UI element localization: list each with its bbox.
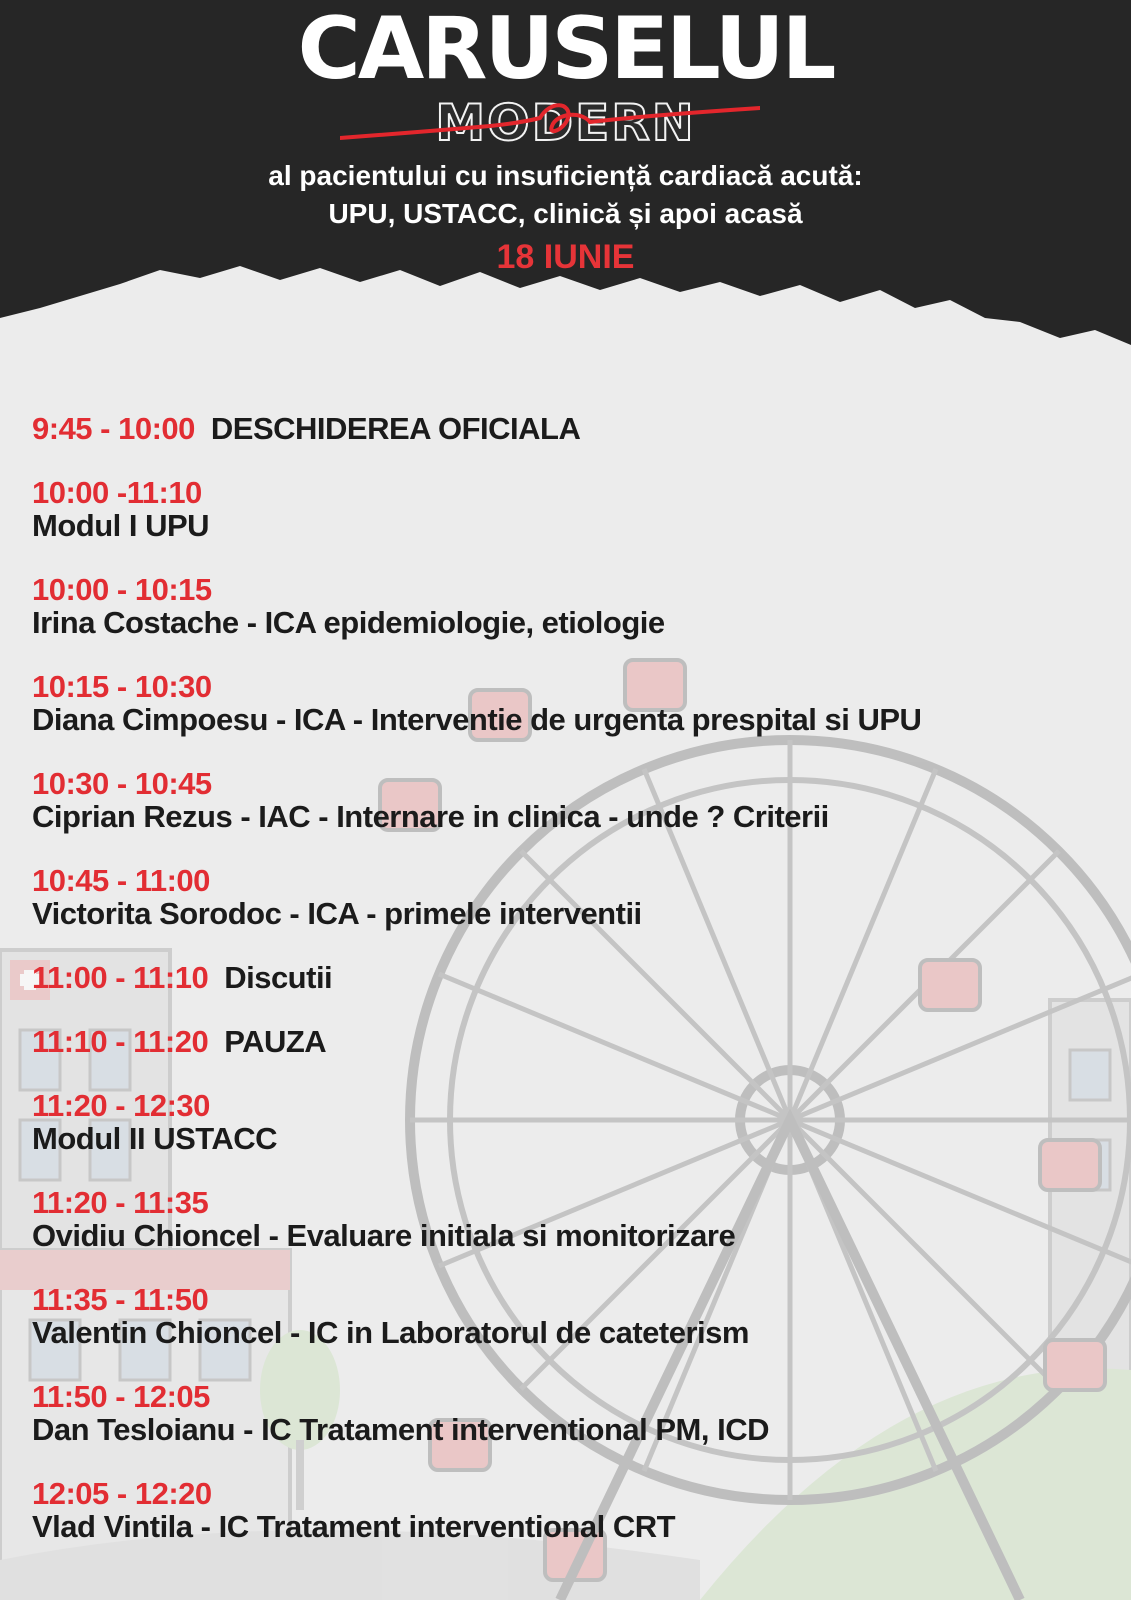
schedule-time: 9:45 - 10:00 bbox=[32, 411, 195, 446]
schedule-title: Modul I UPU bbox=[32, 508, 210, 543]
schedule-time: 11:50 - 12:05 bbox=[32, 1379, 210, 1414]
event-title-sub: MODERN bbox=[435, 94, 696, 152]
schedule-list bbox=[32, 412, 1122, 1574]
schedule-time: 10:45 - 11:00 bbox=[32, 863, 210, 898]
schedule-title: Modul II USTACC bbox=[32, 1121, 278, 1156]
schedule-item bbox=[32, 1186, 1122, 1283]
schedule-item bbox=[32, 670, 1122, 767]
schedule-time: 11:10 - 11:20 bbox=[32, 1024, 209, 1059]
schedule-time: 12:05 - 12:20 bbox=[32, 1476, 212, 1511]
schedule-time: 10:00 -11:10 bbox=[32, 475, 202, 510]
schedule-time: 11:00 - 11:10 bbox=[32, 960, 209, 995]
schedule-title: DESCHIDEREA OFICIALA bbox=[210, 411, 581, 446]
schedule-item bbox=[32, 1477, 1122, 1574]
schedule-item bbox=[32, 767, 1122, 864]
schedule-title: Victorita Sorodoc - ICA - primele interventii bbox=[32, 896, 642, 931]
schedule-time: 11:35 - 11:50 bbox=[32, 1282, 209, 1317]
schedule-item bbox=[32, 476, 1122, 573]
schedule-time: 10:00 - 10:15 bbox=[32, 572, 212, 607]
schedule-item bbox=[32, 864, 1122, 961]
schedule-item bbox=[32, 1283, 1122, 1380]
schedule-title: Ciprian Rezus - IAC - Internare in clinica - unde ? Criterii bbox=[32, 799, 829, 834]
schedule-item bbox=[32, 1089, 1122, 1186]
schedule-item bbox=[32, 961, 1122, 1025]
schedule-time: 10:30 - 10:45 bbox=[32, 766, 212, 801]
schedule-title: Ovidiu Chioncel - Evaluare initiala si monitorizare bbox=[32, 1218, 736, 1253]
subtitle-line-1: al pacientului cu insuficiență cardiacă acută: bbox=[268, 160, 863, 191]
schedule-item bbox=[32, 1025, 1122, 1089]
event-title: CARUSELUL bbox=[297, 0, 834, 99]
schedule-item bbox=[32, 1380, 1122, 1477]
schedule-title: Diana Cimpoesu - ICA - Interventie de urgenta prespital si UPU bbox=[32, 702, 922, 737]
schedule-time: 10:15 - 10:30 bbox=[32, 669, 212, 704]
heartbeat-line-icon bbox=[340, 94, 760, 152]
schedule-item bbox=[32, 573, 1122, 670]
schedule-time: 11:20 - 12:30 bbox=[32, 1088, 210, 1123]
schedule-time: 11:20 - 11:35 bbox=[32, 1185, 209, 1220]
subtitle-line-2: UPU, USTACC, clinică și apoi acasă bbox=[328, 198, 803, 229]
schedule-item bbox=[32, 412, 1122, 476]
schedule-title: PAUZA bbox=[224, 1024, 327, 1059]
header bbox=[0, 0, 1131, 360]
event-date: 18 IUNIE bbox=[496, 238, 635, 276]
schedule-title: Dan Tesloianu - IC Tratament interventional PM, ICD bbox=[32, 1412, 769, 1447]
schedule-title: Irina Costache - ICA epidemiologie, etiologie bbox=[32, 605, 665, 640]
schedule-title: Discutii bbox=[224, 960, 333, 995]
schedule-title: Valentin Chioncel - IC in Laboratorul de cateterism bbox=[32, 1315, 749, 1350]
schedule-title: Vlad Vintila - IC Tratament interventional CRT bbox=[32, 1509, 676, 1544]
